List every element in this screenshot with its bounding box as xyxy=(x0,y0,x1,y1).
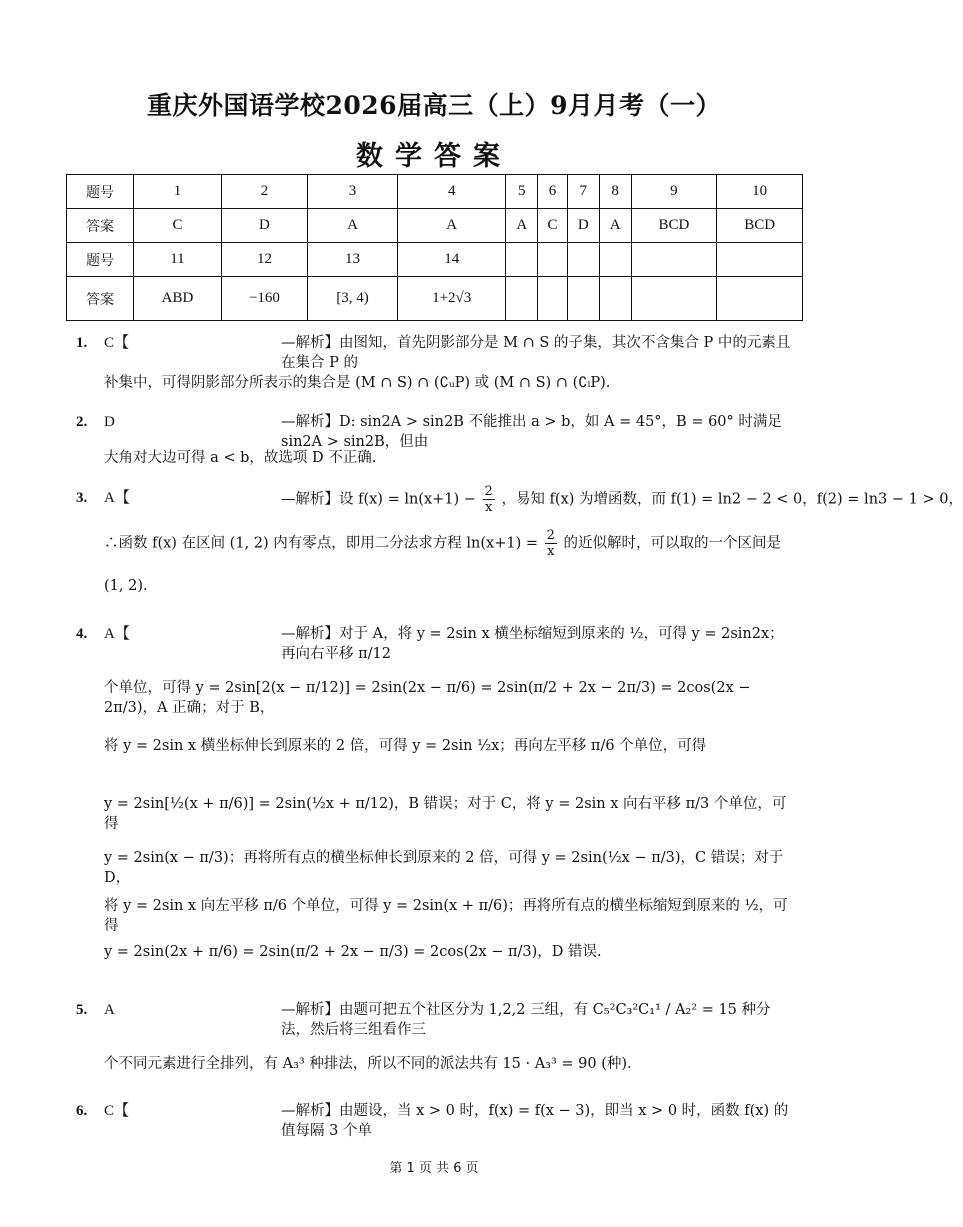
page-subtitle: 数学答案 xyxy=(356,141,512,172)
analysis-text: y = 2sin(2x + π/6) = 2sin(π/2 + 2x − π/3) = 2cos(2x − π/3)，D 错误. xyxy=(104,944,602,960)
table-cell: 6 xyxy=(538,175,568,209)
question-4 xyxy=(76,622,796,972)
table-cell xyxy=(599,277,631,321)
table-cell: A xyxy=(398,209,506,243)
row-label: 答案 xyxy=(67,277,134,321)
question-number: 3. xyxy=(76,490,88,506)
fraction-numerator: 2 xyxy=(546,528,555,543)
question-answer: C【 xyxy=(104,1103,130,1119)
row-label: 题号 xyxy=(67,175,134,209)
table-cell xyxy=(506,277,538,321)
table-cell: 3 xyxy=(307,175,397,209)
analysis-text: 将 y = 2sin x 横坐标伸长到原来的 2 倍，可得 y = 2sin ½x；再向左平移 π/6 个单位，可得 xyxy=(104,738,707,754)
table-cell: 8 xyxy=(599,175,631,209)
analysis-text: —解析】对于 A，将 y = 2sin x 横坐标缩短到原来的 ½，可得 y = 2sin2x；再向右平移 π/12 xyxy=(281,626,784,662)
table-cell: 5 xyxy=(506,175,538,209)
analysis-text: 补集中，可得阴影部分所表示的集合是 (M ∩ S) ∩ (∁ᵤP) 或 (M ∩ S) ∩ (∁ᵢP). xyxy=(104,375,611,391)
question-number: 2. xyxy=(76,414,88,430)
table-cell: C xyxy=(134,209,222,243)
analysis-text: —解析】设 f(x) = ln(x+1) − xyxy=(281,491,476,508)
table-cell: 7 xyxy=(567,175,599,209)
table-cell: ABD xyxy=(134,277,222,321)
analysis-text: y = 2sin[½(x + π/6)] = 2sin(½x + π/12)，B 错误；对于 C，将 y = 2sin x 向右平移 π/3 个单位，可得 xyxy=(104,796,787,832)
question-answer: A xyxy=(104,1002,115,1018)
table-cell: A xyxy=(599,209,631,243)
analysis-text: ，易知 f(x) 为增函数，而 f(1) = ln2 − 2 < 0，f(2) = ln3 − 1 > 0， xyxy=(501,491,963,508)
fraction-numerator: 2 xyxy=(484,484,493,499)
table-cell xyxy=(538,243,568,277)
table-cell xyxy=(717,243,803,277)
analysis-text xyxy=(281,484,963,515)
question-6 xyxy=(76,1101,796,1139)
table-cell: [3, 4) xyxy=(307,277,397,321)
table-cell xyxy=(567,243,599,277)
table-row xyxy=(67,209,803,243)
question-number: 5. xyxy=(76,1002,88,1018)
question-1 xyxy=(76,333,796,393)
row-label: 答案 xyxy=(67,209,134,243)
row-label: 题号 xyxy=(67,243,134,277)
table-row xyxy=(67,243,803,277)
table-cell: A xyxy=(506,209,538,243)
table-cell: 13 xyxy=(307,243,397,277)
table-cell xyxy=(538,277,568,321)
table-cell: D xyxy=(567,209,599,243)
analysis-text: 的近似解时，可以取的一个区间是 xyxy=(563,535,781,552)
analysis-text: —解析】D: sin2A > sin2B 不能推出 a > b，如 A = 45°，B = 60° 时满足 sin2A > sin2B，但由 xyxy=(281,414,782,450)
table-cell: 10 xyxy=(717,175,803,209)
analysis-text: —解析】由题设，当 x > 0 时，f(x) = f(x − 3)，即当 x > 0 时，函数 f(x) 的值每隔 3 个单 xyxy=(281,1103,789,1139)
fraction xyxy=(483,484,495,515)
analysis-text: 个单位，可得 y = 2sin[2(x − π/12)] = 2sin(2x − π/6) = 2sin(π/2 + 2x − 2π/3) = 2cos(2x − 2π/3)，A 正确；对于 B， xyxy=(104,680,751,716)
table-cell: C xyxy=(538,209,568,243)
analysis-text: ∴函数 f(x) 在区间 (1, 2) 内有零点，即用二分法求方程 ln(x+1) = xyxy=(104,535,538,552)
table-cell: 12 xyxy=(221,243,307,277)
table-cell: A xyxy=(307,209,397,243)
table-row xyxy=(67,277,803,321)
analysis-text: 将 y = 2sin x 向左平移 π/6 个单位，可得 y = 2sin(x + π/6)；再将所有点的横坐标缩短到原来的 ½，可得 xyxy=(104,898,788,934)
table-cell: 4 xyxy=(398,175,506,209)
question-answer: A【 xyxy=(104,490,130,506)
table-cell: 9 xyxy=(631,175,717,209)
question-3 xyxy=(76,484,963,594)
table-row xyxy=(67,175,803,209)
analysis-text: —解析】由题可把五个社区分为 1,2,2 三组，有 C₅²C₃²C₁¹ / A₂² = 15 种分法，然后将三组看作三 xyxy=(281,1002,771,1038)
table-cell: 11 xyxy=(134,243,222,277)
table-cell xyxy=(631,243,717,277)
table-cell: D xyxy=(221,209,307,243)
table-cell: 1 xyxy=(134,175,222,209)
table-cell xyxy=(631,277,717,321)
table-cell xyxy=(717,277,803,321)
table-cell: BCD xyxy=(717,209,803,243)
fraction xyxy=(545,528,557,559)
table-cell: 2 xyxy=(221,175,307,209)
table-cell xyxy=(506,243,538,277)
table-cell xyxy=(567,277,599,321)
question-number: 4. xyxy=(76,626,88,642)
analysis-text xyxy=(104,528,796,559)
analysis-text: (1, 2). xyxy=(104,578,148,594)
table-cell xyxy=(599,243,631,277)
page-footer: 第 1 页 共 6 页 xyxy=(389,1161,479,1176)
table-cell: 14 xyxy=(398,243,506,277)
question-number: 6. xyxy=(76,1103,88,1119)
analysis-text: y = 2sin(x − π/3)；再将所有点的横坐标伸长到原来的 2 倍，可得 y = 2sin(½x − π/3)，C 错误；对于 D， xyxy=(104,850,784,886)
analysis-text: 大角对大边可得 a < b，故选项 D 不正确. xyxy=(104,450,377,466)
fraction-denominator: x xyxy=(485,500,493,515)
answer-table xyxy=(66,174,803,321)
table-cell: BCD xyxy=(631,209,717,243)
fraction-denominator: x xyxy=(547,544,555,559)
question-answer: A【 xyxy=(104,626,130,642)
analysis-text: 个不同元素进行全排列，有 A₃³ 种排法，所以不同的派法共有 15 · A₃³ = 90 (种). xyxy=(104,1056,632,1072)
question-answer: D xyxy=(104,414,115,430)
question-answer: C【 xyxy=(104,335,130,351)
table-cell: −160 xyxy=(221,277,307,321)
page-title: 重庆外国语学校2026届高三（上）9月月考（一） xyxy=(147,91,721,120)
question-5 xyxy=(76,998,796,1078)
question-number: 1. xyxy=(76,335,88,351)
question-2 xyxy=(76,412,796,472)
analysis-text: —解析】由图知，首先阴影部分是 M ∩ S 的子集，其次不含集合 P 中的元素且在集合 P 的 xyxy=(281,335,791,371)
table-cell: 1+2√3 xyxy=(398,277,506,321)
